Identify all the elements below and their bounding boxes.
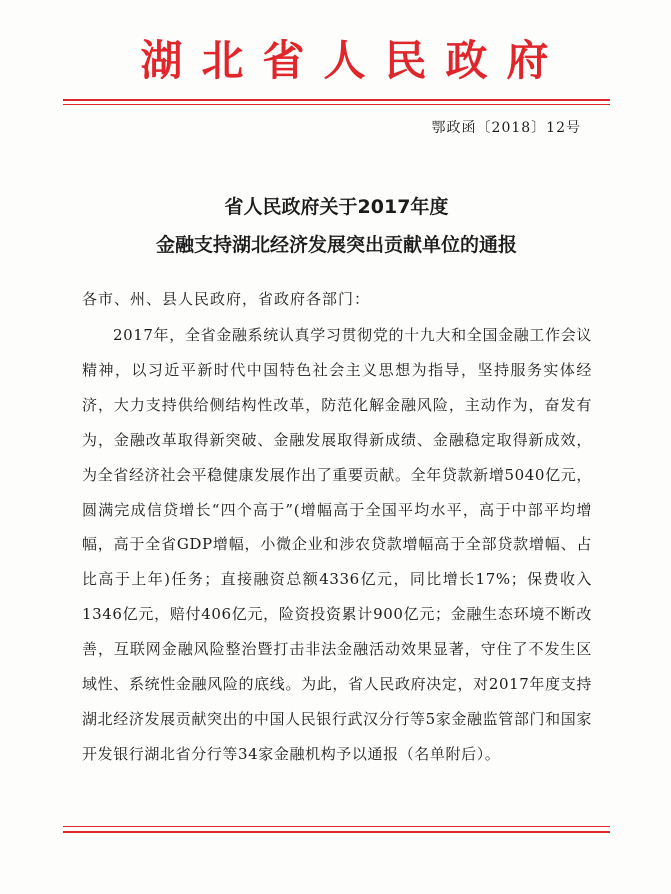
document-title-line-2: 金融支持湖北经济发展突出贡献单位的通报 (155, 234, 517, 256)
masthead-title: 湖北省人民政府 (140, 36, 568, 85)
footer-rule-thick (63, 831, 610, 833)
masthead-rule-thick (63, 99, 610, 101)
document-number: 鄂政函〔2018〕12号 (431, 120, 581, 136)
masthead-rule-thin (63, 104, 610, 105)
salutation: 各市、州、县人民政府，省政府各部门： (82, 290, 371, 308)
document-title-line-1: 省人民政府关于2017年度 (224, 196, 449, 218)
body-paragraph: 2017年，全省金融系统认真学习贯彻党的十九大和全国金融工作会议精神，以习近平新时代中国特色社会主义思想为指导，坚持服务实体经济，大力支持供给侧结构性改革，防范化解金融风险，主动作为，奋发有为，金融改革取得新突破、金融发展取得新成绩、金融稳定取得新成效，为全省经济社会平稳健康发展作出了重要贡献。全年贷款新增5040亿元，圆满完成信贷增长“四个高于”(增幅高于全国平均水平，高于中部平均增幅，高于全省GDP增幅，小微企业和涉农贷款增幅高于全部贷款增幅、占比高于上年)任务；直接融资总额4336亿元，同比增长17%；保费收入1346亿元，赔付406亿元，险资投资累计900亿元；金融生态环境不断改善，互联网金融风险整治暨打击非法金融活动效果显著，守住了不发生区域性、系统性金融风险的底线。为此，省人民政府决定，对2017年度支持湖北经济发展贡献突出的中国人民银行武汉分行等5家金融监管部门和国家开发银行湖北省分行等34家金融机构予以通报（名单附后）。 (82, 326, 592, 763)
footer-rule-thin (63, 826, 610, 827)
